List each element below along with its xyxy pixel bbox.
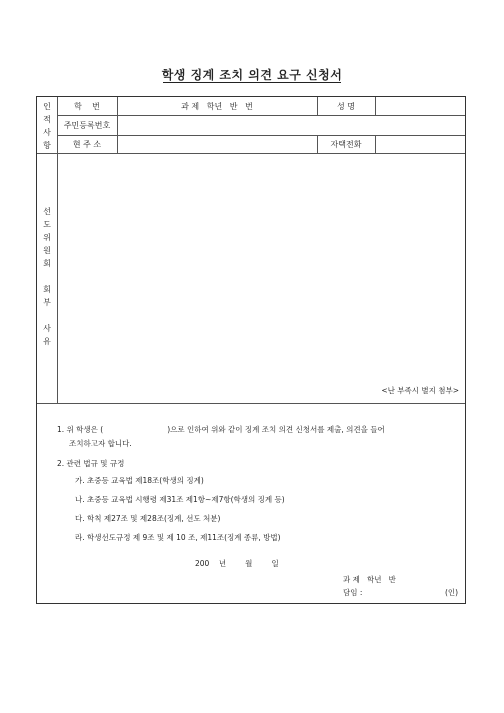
student-no-label: 학 번 [74,101,100,111]
item-1-line-2: 조치하고자 합니다. [69,439,132,448]
seal-mark: (인) [445,588,459,597]
item-1: 1. 위 학생은 ( )으로 인하여 위와 같이 징계 조치 의견 신청서를 제출, 의견을 들어 [57,425,385,434]
application-form [36,96,466,604]
teacher-signature-field[interactable] [373,586,443,598]
resident-no-field[interactable] [118,115,464,135]
name-label: 성 명 [337,101,355,111]
class-fields: 과 제 학년 반 번 [181,101,253,111]
resident-no-label: 주민등록번호 [63,120,111,130]
signatory-dept: 과 제 학년 반 [343,575,396,584]
law-item: 라. 학생선도규정 제 9조 및 제 10 조, 제11조(징계 종류, 방법) [75,533,281,542]
title-underline [163,82,341,83]
attachment-note: <난 부족시 별지 첨부> [381,386,459,395]
law-item: 다. 학칙 제27조 및 제28조(징계, 선도 처분) [75,514,221,523]
address-label: 현 주 소 [72,139,102,149]
law-item: 나. 초중등 교육법 시행령 제31조 제1항~제7항(학생의 징계 등) [75,495,285,504]
address-field[interactable] [118,135,316,153]
homeroom-teacher-label: 담임 : [343,588,363,597]
item-2: 2. 관련 법규 및 규정 [57,459,125,468]
home-phone-label: 자택전화 [330,139,362,149]
date-line: 200 년 월 일 [195,559,279,568]
personal-info-side-label: 인 적 사 항 [43,102,51,150]
page-title: 학생 징계 조치 의견 요구 신청서 [161,68,343,82]
guidance-committee-reason-side-label: 선 도 위 원 회 회 부 사 유 [43,207,51,346]
home-phone-field[interactable] [376,135,464,153]
name-field[interactable] [376,97,464,115]
divider [37,403,465,404]
law-item: 가. 초중등 교육법 제18조(학생의 징계) [75,476,204,485]
reason-field[interactable] [58,154,464,384]
